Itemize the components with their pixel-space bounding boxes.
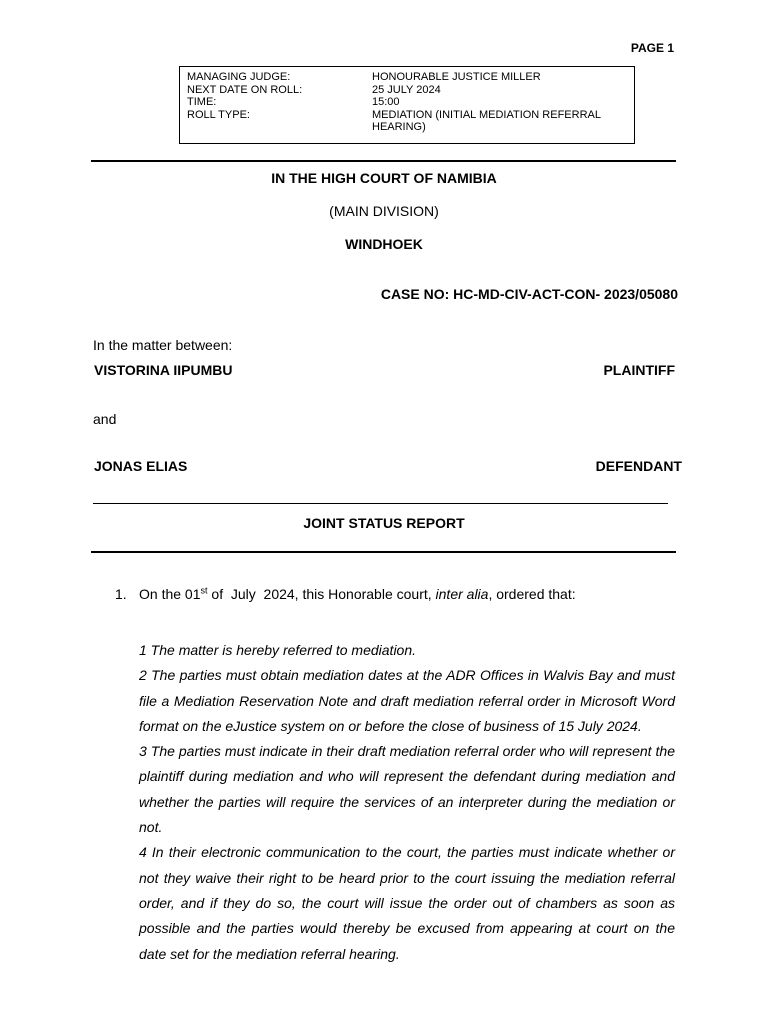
order-item: 4 In their electronic communication to the court, the parties must indicate whether or not they waive their right to be heard prior to the court issuing the mediation referral order, and if they do so, the court will issue the order out of chambers as soon as possible and the parties would thereby be excused from appearing at court on the date set for the mediation referral hearing. xyxy=(139,844,675,962)
court-city: WINDHOEK xyxy=(345,236,423,252)
divider xyxy=(93,503,668,504)
order-item: 3 The parties must indicate in their draft mediation referral order who will represent the plaintiff during mediation and who will represent the defendant during mediation and whether the parties will require the services of an interpreter during the mediation or not. xyxy=(139,743,675,836)
roll-info-box xyxy=(179,66,635,144)
report-title: JOINT STATUS REPORT xyxy=(303,515,465,531)
page-number: PAGE 1 xyxy=(630,41,674,55)
paragraph-italic: inter alia xyxy=(435,586,489,602)
paragraph-1 xyxy=(115,586,576,602)
roll-info-value: MEDIATION (INITIAL MEDIATION REFERRAL HEARING) xyxy=(372,108,601,133)
roll-info-key: MANAGING JUDGE: xyxy=(187,71,291,83)
divider xyxy=(91,160,676,162)
roll-info-value: 25 JULY 2024 xyxy=(372,83,441,96)
matter-intro: In the matter between: xyxy=(93,337,233,353)
roll-info-key: ROLL TYPE: xyxy=(187,108,250,121)
defendant-name: JONAS ELIAS xyxy=(94,458,188,474)
defendant-role: DEFENDANT xyxy=(595,458,682,474)
order-item: 2 The parties must obtain mediation dates at the ADR Offices in Walvis Bay and must file a Mediation Reservation Note and draft mediation referral order in Microsoft Word format on the eJustice system on or before the close of business of 15 July 2024. xyxy=(139,667,675,734)
order-item: 1 The matter is hereby referred to mediation. xyxy=(139,642,417,658)
court-name: IN THE HIGH COURT OF NAMIBIA xyxy=(271,170,497,186)
roll-info-key: TIME: xyxy=(187,96,217,108)
court-order-quote xyxy=(139,638,675,967)
roll-info-value: HONOURABLE JUSTICE MILLER xyxy=(372,71,541,83)
court-division: (MAIN DIVISION) xyxy=(329,203,439,219)
roll-info-value: 15:00 xyxy=(372,96,400,108)
case-number: CASE NO: HC-MD-CIV-ACT-CON- 2023/05080 xyxy=(380,286,678,302)
paragraph-text: , ordered that: xyxy=(488,586,576,602)
paragraph-text: of July 2024, this Honorable court, xyxy=(207,586,436,602)
and-text: and xyxy=(93,411,117,427)
plaintiff-name: VISTORINA IIPUMBU xyxy=(94,362,233,378)
plaintiff-role: PLAINTIFF xyxy=(603,362,675,378)
paragraph-number: 1. xyxy=(115,586,127,602)
divider xyxy=(91,551,676,553)
paragraph-text: On the 01 xyxy=(139,586,201,602)
roll-info-key: NEXT DATE ON ROLL: xyxy=(187,83,303,96)
ordinal-superscript: st xyxy=(200,585,208,596)
